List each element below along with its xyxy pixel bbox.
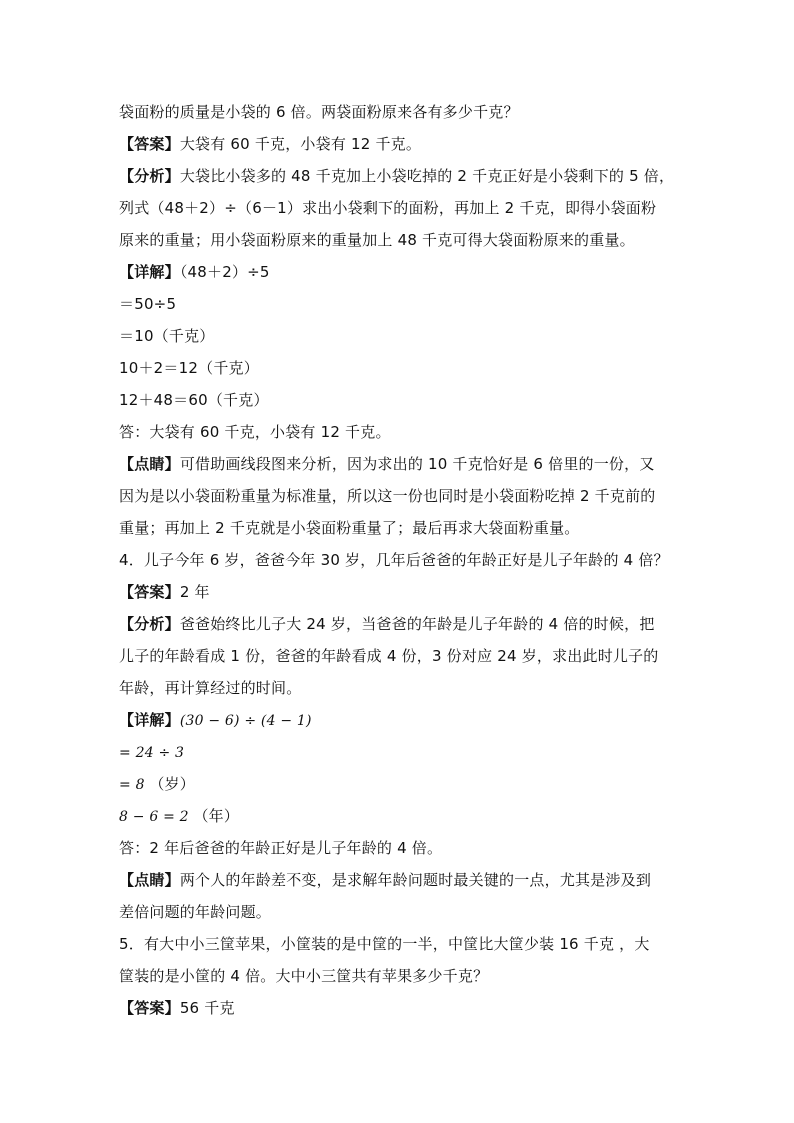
text-line (119, 352, 679, 384)
analysis-tag: 【分析】 (119, 615, 180, 633)
detail-tag: 【详解】 (119, 263, 180, 281)
math-expression: = 24 ÷ 3 (119, 745, 185, 761)
line-text: 10＋2＝12（千克） (119, 359, 259, 377)
line-text: 答：大袋有 60 千克，小袋有 12 千克。 (119, 423, 391, 441)
key-point-tag: 【点睛】 (119, 455, 180, 473)
line-text: 5．有大中小三筐苹果，小筐装的是中筐的一半，中筐比大筐少装 16 千克 ，大 (119, 935, 650, 953)
math-line (119, 800, 679, 832)
text-line (119, 320, 679, 352)
answer-line (119, 128, 679, 160)
analysis-line (119, 608, 679, 640)
line-text: 袋面粉的质量是小袋的 6 倍。两袋面粉原来各有多少千克？ (119, 103, 519, 121)
line-text: 56 千克 (179, 999, 235, 1017)
question-line (119, 928, 679, 960)
line-text: 列式（48＋2）÷（6－1）求出小袋剩下的面粉，再加上 2 千克，即得小袋面粉 (119, 199, 657, 217)
line-text: 答：2 年后爸爸的年龄正好是儿子年龄的 4 倍。 (119, 839, 443, 857)
line-text: 年龄，再计算经过的时间。 (119, 679, 302, 697)
line-text: 大袋有 60 千克，小袋有 12 千克。 (179, 135, 422, 153)
math-line (119, 768, 679, 800)
answer-tag: 【答案】 (119, 999, 180, 1017)
answer-line (119, 992, 679, 1024)
text-line (119, 960, 679, 992)
line-text: 大袋比小袋多的 48 千克加上小袋吃掉的 2 千克正好是小袋剩下的 5 倍， (179, 167, 675, 185)
text-line (119, 192, 679, 224)
math-expression: 8 − 6 = 2 (119, 809, 194, 825)
unit-text: （年） (193, 807, 240, 825)
text-line (119, 512, 679, 544)
detail-line (119, 704, 679, 736)
line-text: 两个人的年龄差不变，是求解年龄问题时最关键的一点，尤其是涉及到 (179, 871, 652, 889)
line-text: 因为是以小袋面粉重量为标准量，所以这一份也同时是小袋面粉吃掉 2 千克前的 (119, 487, 656, 505)
text-line (119, 480, 679, 512)
question-line (119, 544, 679, 576)
text-line (119, 96, 679, 128)
line-text: 原来的重量；用小袋面粉原来的重量加上 48 千克可得大袋面粉原来的重量。 (119, 231, 635, 249)
text-line (119, 288, 679, 320)
key-point-tag: 【点睛】 (119, 871, 180, 889)
text-line (119, 384, 679, 416)
line-text: 儿子的年龄看成 1 份，爸爸的年龄看成 4 份，3 份对应 24 岁，求出此时儿子的 (119, 647, 659, 665)
text-line (119, 224, 679, 256)
analysis-line (119, 160, 679, 192)
key-point-line (119, 864, 679, 896)
line-text: ＝10（千克） (119, 327, 215, 345)
answer-tag: 【答案】 (119, 135, 180, 153)
document-page (119, 96, 679, 1024)
unit-text: （岁） (149, 775, 195, 793)
text-line (119, 672, 679, 704)
line-text: 4．儿子今年 6 岁，爸爸今年 30 岁，几年后爸爸的年龄正好是儿子年龄的 4 倍？ (119, 551, 669, 569)
analysis-tag: 【分析】 (119, 167, 180, 185)
line-text: 2 年 (179, 583, 210, 601)
math-expression: (30 − 6) ÷ (4 − 1) (179, 713, 312, 729)
line-text: （48＋2）÷5 (179, 263, 270, 281)
answer-tag: 【答案】 (119, 583, 180, 601)
line-text: 12＋48＝60（千克） (119, 391, 269, 409)
math-line (119, 736, 679, 768)
line-text: 差倍问题的年龄问题。 (119, 903, 272, 921)
line-text: ＝50÷5 (119, 295, 177, 313)
line-text: 重量；再加上 2 千克就是小袋面粉重量了；最后再求大袋面粉重量。 (119, 519, 580, 537)
text-line (119, 640, 679, 672)
text-line (119, 832, 679, 864)
key-point-line (119, 448, 679, 480)
answer-line (119, 576, 679, 608)
text-line (119, 416, 679, 448)
line-text: 爸爸始终比儿子大 24 岁，当爸爸的年龄是儿子年龄的 4 倍的时候，把 (179, 615, 655, 633)
line-text: 筐装的是小筐的 4 倍。大中小三筐共有苹果多少千克？ (119, 967, 489, 985)
detail-line (119, 256, 679, 288)
math-expression: = 8 (119, 777, 150, 793)
detail-tag: 【详解】 (119, 711, 180, 729)
text-line (119, 896, 679, 928)
line-text: 可借助画线段图来分析，因为求出的 10 千克恰好是 6 倍里的一份，又 (179, 455, 655, 473)
